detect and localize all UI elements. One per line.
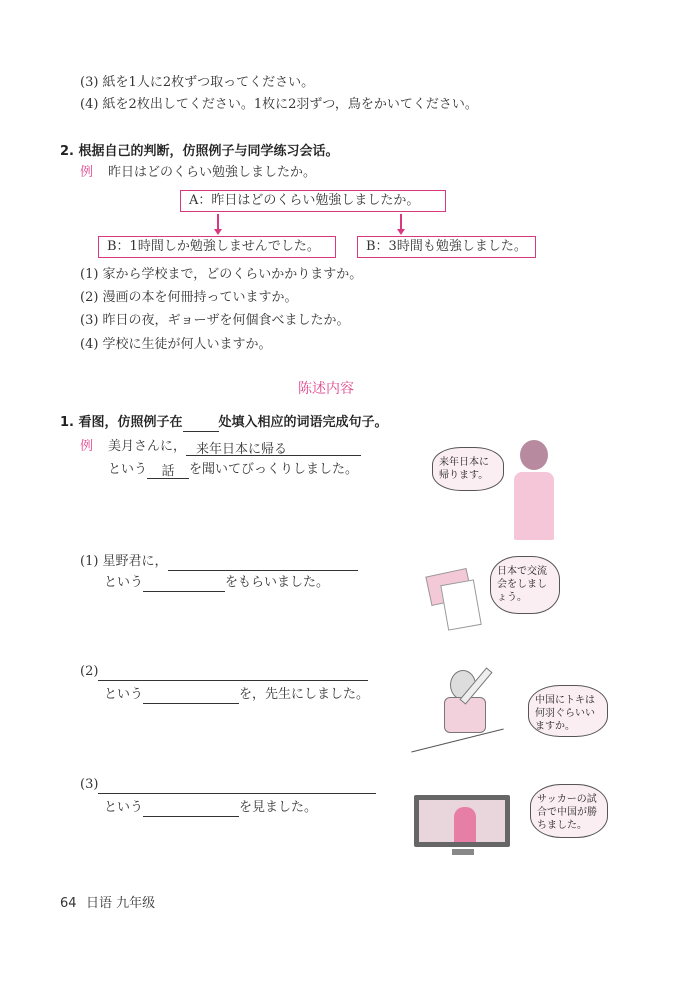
arrow-down-icon — [400, 214, 402, 230]
q1-line-2 — [104, 574, 329, 592]
label: (3) — [80, 777, 99, 792]
s2-item-1: (1) 家から学校まで，どのくらいかかりますか。 — [80, 267, 363, 282]
filled-blank: 話 — [147, 463, 189, 479]
section1-heading — [60, 414, 388, 432]
speech-bubble-example: 来年日本に帰ります。 — [432, 447, 504, 491]
label: を，先生にしました。 — [239, 687, 370, 702]
example-text: 昨日はどのくらい勉強しましたか。 — [108, 165, 317, 180]
label: という — [108, 462, 148, 477]
q1-line-1 — [80, 553, 358, 571]
speech-bubble-3: サッカーの試合で中国が勝ちました。 — [530, 784, 608, 838]
section2-heading: 2. 根据自己的判断，仿照例子与同学练习会话。 — [60, 144, 339, 159]
s2-item-2: (2) 漫画の本を何冊持っていますか。 — [80, 290, 298, 305]
label: という — [104, 687, 144, 702]
speech-bubble-2: 中国にトキは何羽ぐらいいますか。 — [528, 685, 608, 737]
girl-illustration — [508, 440, 558, 540]
q2-line-1 — [80, 663, 368, 681]
label: をもらいました。 — [225, 575, 330, 590]
answer-blank[interactable] — [98, 665, 368, 681]
label: を見ました。 — [239, 800, 318, 815]
heading-post: 处填入相应的词语完成句子。 — [218, 415, 388, 430]
label: (2) — [80, 664, 99, 679]
example-mark: 例 — [80, 165, 94, 180]
label: を聞いてびっくりしました。 — [189, 462, 359, 477]
example-mark: 例 — [80, 439, 94, 454]
q3-line-2 — [104, 799, 317, 817]
answer-blank[interactable] — [98, 778, 376, 794]
answer-blank[interactable] — [168, 555, 358, 571]
q2-line-2 — [104, 686, 369, 704]
book-title: 日语 九年级 — [86, 896, 156, 911]
example-line-2 — [108, 461, 358, 479]
example-line-1 — [108, 438, 361, 456]
label: (1) 星野君に， — [80, 554, 168, 569]
answer-blank[interactable] — [143, 688, 239, 704]
box-a: A：昨日はどのくらい勉強しましたか。 — [180, 190, 446, 212]
box-b2: B：3時間も勉強しました。 — [357, 236, 536, 258]
s2-item-3: (3) 昨日の夜，ギョーザを何個食べましたか。 — [80, 313, 350, 328]
section-title: 陈述内容 — [298, 381, 354, 397]
speech-bubble-1: 日本で交流会をしましょう。 — [490, 556, 560, 614]
boy-raising-hand-illustration — [410, 645, 510, 750]
top-item-3: (3) 紙を1人に2枚ずつ取ってください。 — [80, 75, 315, 90]
label: という — [104, 575, 144, 590]
label: という — [104, 800, 144, 815]
tv-illustration — [414, 795, 514, 857]
answer-blank[interactable] — [143, 801, 239, 817]
letter-illustration — [428, 568, 483, 630]
top-item-4: (4) 紙を2枚出してください。1枚に2羽ずつ，鳥をかいてください。 — [80, 97, 478, 112]
filled-blank: 来年日本に帰る — [186, 441, 361, 456]
s2-item-4: (4) 学校に生徒が何人いますか。 — [80, 337, 272, 352]
arrow-down-icon — [217, 214, 219, 230]
box-b1: B：1時間しか勉強しませんでした。 — [98, 236, 336, 258]
page-number: 64 — [60, 896, 77, 911]
answer-blank[interactable] — [143, 576, 225, 592]
label: 美月さんに， — [108, 439, 187, 454]
heading-pre: 1. 看图，仿照例子在 — [60, 415, 183, 430]
q3-line-1 — [80, 776, 376, 794]
blank — [183, 416, 219, 432]
